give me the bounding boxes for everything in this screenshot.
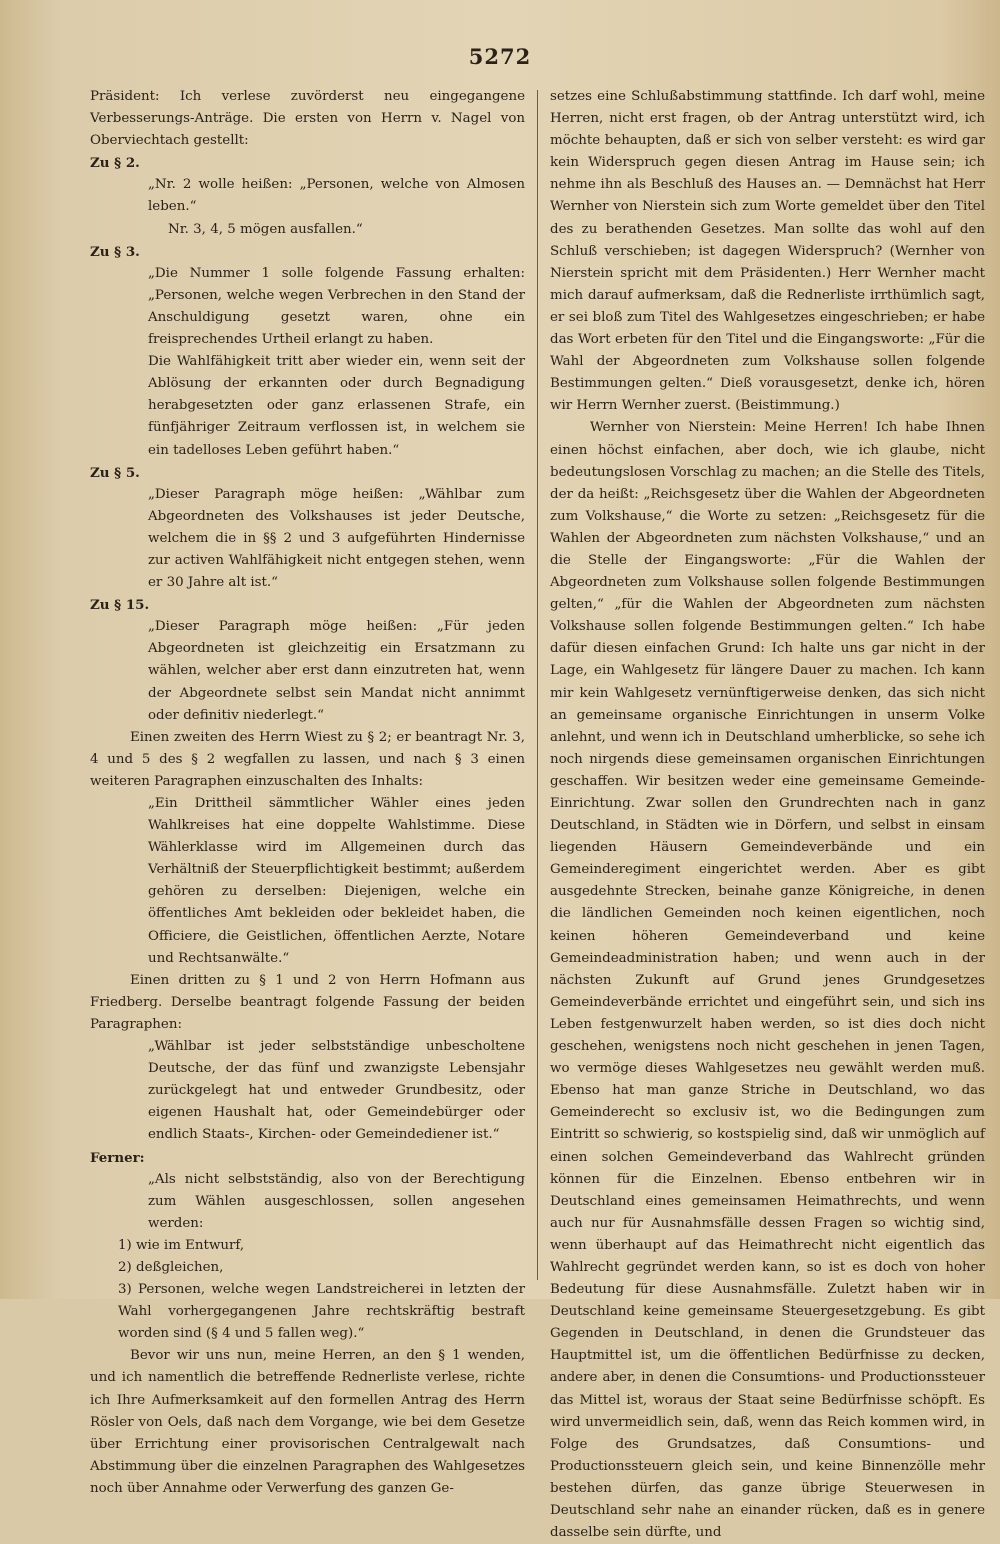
paragraph: Präsident: Ich verlese zuvörderst neu eingegangene Verbesserungs-Anträge. Die ersten von Herrn v. Nagel von Oberviechtach gestellt: [90, 89, 525, 149]
paragraph: „Dieser Paragraph möge heißen: „Für jeden Abgeordneten ist gleichzeitig ein Ersatzmann zu wählen, welcher aber erst dann einzutreten hat, wenn der Abgeordnete selbst sein Mandat nicht annimmt oder definitiv niederlegt.“ [148, 619, 525, 723]
paragraph: „Wählbar ist jeder selbstständige unbescholtene Deutsche, der das fünf und zwanzigste Lebensjahr zurückgelegt hat und entweder Grundbesitz, oder eigenen Haushalt hat, oder Gemeindebürger oder endlich Staats-, Kirchen- oder Gemeindediener ist.“ [148, 1039, 525, 1143]
paragraph: Einen dritten zu § 1 und 2 von Herrn Hofmann aus Friedberg. Derselbe beantragt folgende Fassung der beiden Paragraphen: [90, 972, 525, 1032]
paragraph: „Die Nummer 1 solle folgende Fassung erhalten: „Personen, welche wegen Verbrechen in den Stand der Anschuldigung gesetzt waren, ohne ein freisprechendes Urtheil erlangt zu haben. [148, 265, 525, 348]
paragraph: „Nr. 2 wolle heißen: „Personen, welche von Almosen leben.“ [148, 177, 525, 215]
paragraph: Einen zweiten des Herrn Wiest zu § 2; er beantragt Nr. 3, 4 und 5 des § 2 wegfallen zu lassen, und nach § 3 einen weiteren Paragraphen einzuschalten des Inhalts: [90, 729, 525, 789]
paragraph: „Ein Drittheil sämmtlicher Wähler eines jeden Wahlkreises hat eine doppelte Wahlstimme. Diese Wählerklasse wird im Allgemeinen durch das Verhältniß der Steuerpflichtigkeit bestimmt; außerdem gehören zu derselben: Diejenigen, welche ein öffentliches Amt bekleiden oder bekleidet haben, die Officiere, die Geistlichen, öffentlichen Aerzte, Notare und Rechtsanwälte.“ [148, 796, 525, 966]
paragraph: Zu § 2. [90, 155, 140, 172]
paragraph: Zu § 5. [90, 464, 140, 481]
paragraph: Nr. 3, 4, 5 mögen ausfallen.“ [168, 221, 363, 237]
paragraph: „Als nicht selbstständig, also von der Berechtigung zum Wählen ausgeschlossen, sollen angesehen werden: [148, 1171, 525, 1231]
paragraph: 2) deßgleichen, [118, 1259, 224, 1275]
paragraph: Wernher von Nierstein: Meine Herren! Ich habe Ihnen einen höchst einfachen, aber doch, wie ich glaube, nicht bedeutungslosen Vorschlag zu machen; an die Stelle des Titels, der da heißt: „Reichsgesetz über die Wahlen der Abgeordneten zum Volkshause,“ die Worte zu setzen: „Reichsgesetz für die Wahlen der Abgeordneten zum nächsten Volkshause,“ und an die Stelle der Eingangsworte: „Für die Wahlen der Abgeordneten zum Volkshause sollen folgende Bestimmungen gelten,“ „für die Wahlen der Abgeordneten zum nächsten Volkshause sollen folgende Bestimmungen gelten.“ Ich habe dafür diesen einfachen Grund: Ich halte uns gar nicht in der Lage, ein Wahlgesetz für längere Dauer zu machen. Ich kann mir kein Wahlgesetz vernünftigerweise denken, das sich nicht an gemeinsame organische Einrichtungen in unserm Volke anlehnt, und wenn ich in Deutschland umherblicke, so sehe ich noch nirgends diese gemeinsamen organischen Einrichtungen geschaffen. Wir besitzen weder eine gemeinsame Gemeinde-Einrichtung. Zwar sollen den Grundrechten nach in ganz Deutschland, in Städten wie in Dörfern, und selbst in einsam liegenden Häusern Gemeindeverbände und ein Gemeinderegiment eingerichtet werden. Aber es gibt ausgedehnte Strecken, beinahe ganze Königreiche, in denen die ländlichen Gemeinden noch keinen eigentlichen, noch keinen höheren Gemeindeverband und keine Gemeindeadministration haben; und wenn auch in der nächsten Zukunft auf Grund jenes Grundgesetzes Gemeindeverbände errichtet und eingeführt sein, und sich ins Leben festgenwurzelt haben werden, so ist dies doch nicht geschehen, wenigstens noch nicht geschehen in jenen Tagen, wo vermöge dieses Wahlgesetzes neu gewählt werden muß. Ebenso hat man ganze Striche in Deutschland, wo das Gemeinderecht so exclusiv ist, wo die Bedingungen zum Eintritt so schwierig, so kostspielig sind, daß wir unmöglich auf einen solchen Gemeindeverband das Wahlrecht gründen können für die Einzelnen. Ebenso entbehren wir in Deutschland eines gemeinsamen Heimathrechts, und wenn auch nur für Ausnahmsfälle dessen Fragen so wichtig sind, wenn überhaupt auf das Heimathrecht nicht eigentlich das Wahlrecht gegründet werden kann, so ist es doch von hoher Bedeutung für diese Ausnahmsfälle. Zuletzt haben wir in Deutschland keine gemeinsame Steuergesetzgebung. Es gibt Gegenden in Deutschland, in denen die Grundsteuer das Hauptmittel ist, um die öffentlichen Bedürfnisse zu decken, andere aber, in denen die Consumtions- und Productionssteuer das Mittel ist, woraus der Staat seine Bedürfnisse schöpft. Es wird unvermeidlich sein, daß, wenn das Reich kommen wird, in Folge des Grundsatzes, daß Consumtions- und Productionssteuern gleich sein, und keine Binnenzölle mehr bestehen dürfen, das ganze übrige Steuerwesen in Deutschland sehr nahe an einander rücken, daß es in genere dasselbe sein dürfte, und [550, 420, 985, 1541]
paragraph: Zu § 3. [90, 243, 140, 260]
paragraph: 1) wie im Entwurf, [118, 1237, 245, 1253]
paragraph: Bevor wir uns nun, meine Herren, an den § 1 wenden, und ich namentlich die betreffende Rednerliste verlese, richte ich Ihre Aufmerksamkeit auf den formellen Antrag des Herrn Rösler von Oels, daß nach dem Vorgange, wie bei dem Gesetze über Errichtung einer provisorischen Centralgewalt nach Abstimmung über die einzelnen Paragraphen des Wahlgesetzes noch über Annahme oder Verwerfung des ganzen Ge- [90, 1348, 525, 1496]
right-column [550, 86, 985, 1544]
paragraph: Zu § 15. [90, 597, 150, 614]
paragraph: Die Wahlfähigkeit tritt aber wieder ein, wenn seit der Ablösung der erkannten oder durch Begnadigung herabgesetzten oder ganz erlassenen Strafe, ein fünfjähriger Zeitraum verflossen ist, in welchem sie ein tadelloses Leben geführt haben.“ [148, 354, 525, 458]
paragraph: setzes eine Schlußabstimmung stattfinde. Ich darf wohl, meine Herren, nicht erst fragen, ob der Antrag unterstützt wird, ich möchte behaupten, daß er sich von selber versteht: es wird gar kein Widerspruch gegen diesen Antrag im Hause sein; ich nehme ihn als Beschluß des Hauses an. — Demnächst hat Herr Wernher von Nierstein sich zum Worte gemeldet über den Titel des zu berathenden Gesetzes. Man sollte das wohl auf den Schluß verschieben; ist dagegen Widerspruch? (Wernher von Nierstein spricht mit dem Präsidenten.) Herr Wernher macht mich darauf aufmerksam, daß die Rednerliste irrthümlich sagt, er sei bloß zum Titel des Wahlgesetzes eingeschrieben; er habe das Wort erbeten für den Titel und die Eingangsworte: „Für die Wahl der Abgeordneten zum Volkshause sollen folgende Bestimmungen gelten.“ Dieß vorausgesetzt, denke ich, hören wir Herrn Wernher zuerst. (Beistimmung.) [550, 89, 985, 414]
paragraph: 3) Personen, welche wegen Landstreicherei in letzten der Wahl vorhergegangenen Jahre rechtskräftig bestraft worden sind (§ 4 und 5 fallen weg).“ [118, 1282, 525, 1342]
paragraph: „Dieser Paragraph möge heißen: „Wählbar zum Abgeordneten des Volkshauses ist jeder Deutsche, welchem die in §§ 2 und 3 aufgeführten Hindernisse zur activen Wahlfähigkeit nicht entgegen stehen, wenn er 30 Jahre alt ist.“ [148, 486, 525, 591]
left-column [90, 86, 525, 1500]
column-divider [537, 90, 538, 1280]
paragraph: Ferner: [90, 1149, 145, 1166]
page-number: 5272 [468, 44, 532, 69]
